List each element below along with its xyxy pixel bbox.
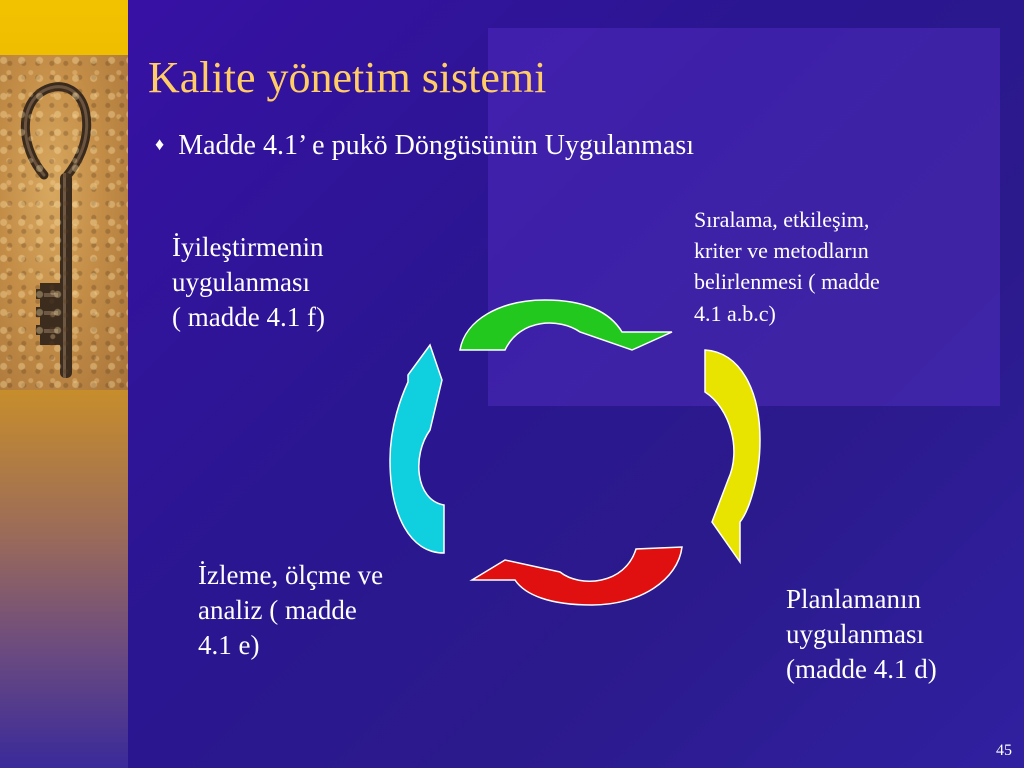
bullet-text: Madde 4.1’ e pukö Döngüsünün Uygulanması bbox=[178, 130, 695, 161]
diamond-bullet-icon: ♦ bbox=[155, 134, 165, 154]
label-improvement: İyileştirmenin uygulanması ( madde 4.1 f) bbox=[172, 232, 325, 333]
label-planning: Sıralama, etkileşim, kriter ve metodların belirlenmesi ( madde 4.1 a.b.c) bbox=[694, 207, 880, 326]
yellow-arrow-icon bbox=[705, 350, 760, 562]
label-implementation: Planlamanın uygulanması (madde 4.1 d) bbox=[786, 584, 937, 685]
cyan-arrow-icon bbox=[390, 345, 444, 553]
page-number: 45 bbox=[996, 742, 1012, 759]
slide-title: Kalite yönetim sistemi bbox=[148, 53, 547, 102]
green-arrow-icon bbox=[460, 300, 672, 350]
label-monitoring: İzleme, ölçme ve analiz ( madde 4.1 e) bbox=[198, 560, 384, 661]
red-arrow-icon bbox=[472, 547, 682, 605]
